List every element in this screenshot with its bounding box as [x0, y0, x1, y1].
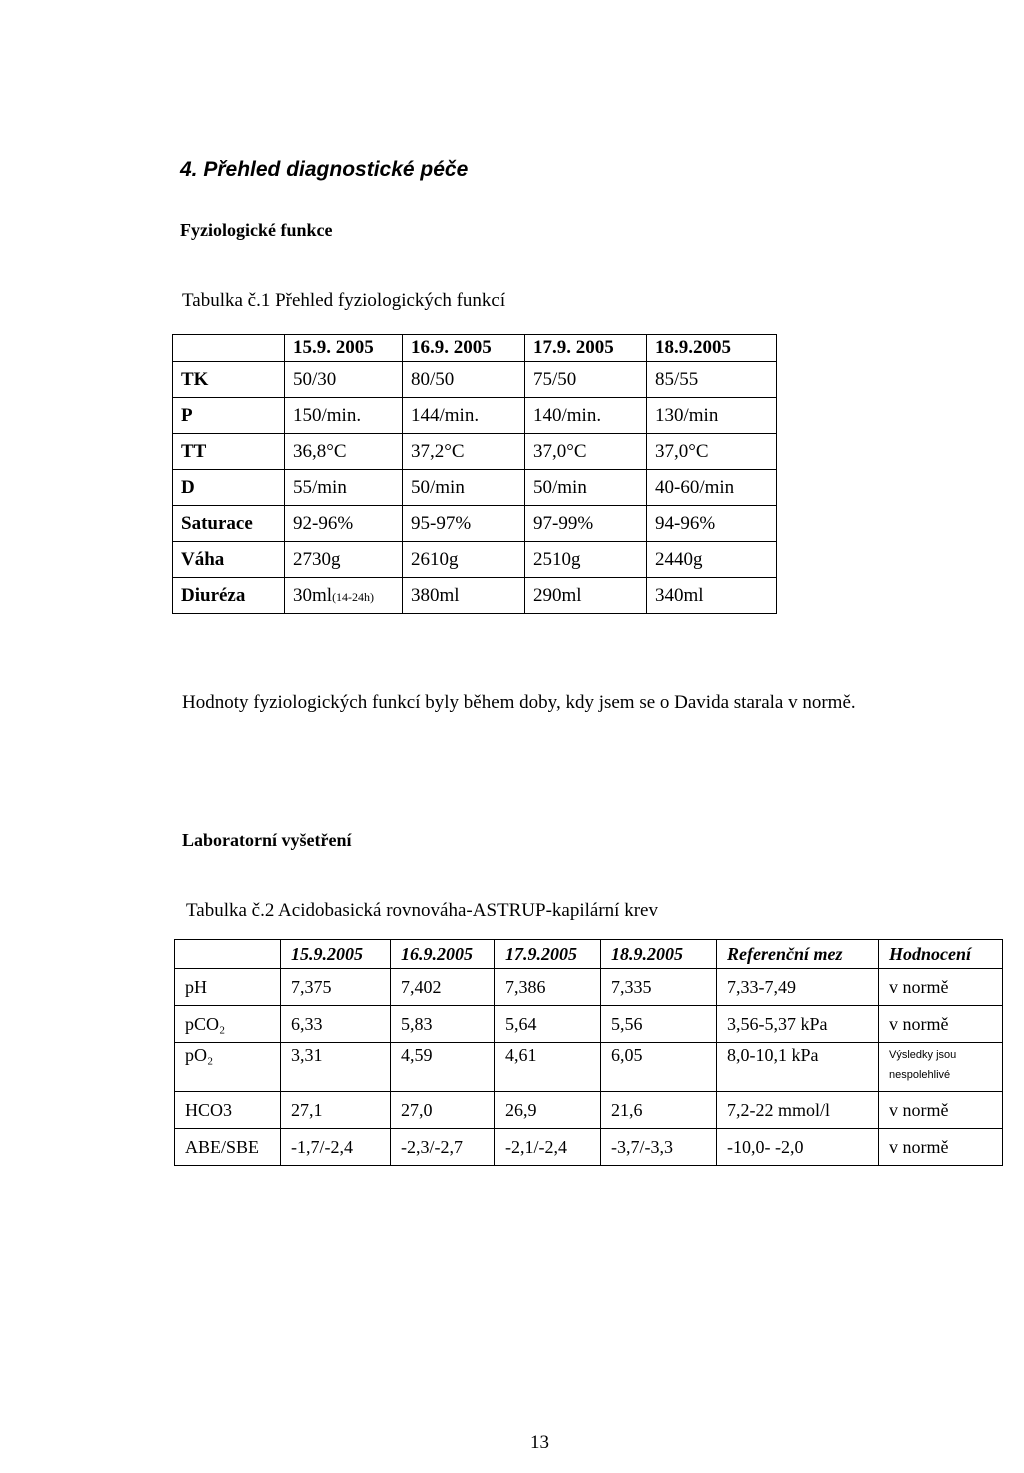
row-label: TT: [173, 434, 285, 470]
acid-base-table: [174, 939, 1003, 1166]
table-cell: 7,335: [601, 969, 717, 1006]
table-cell: 95-97%: [403, 506, 525, 542]
table-cell: 40-60/min: [647, 470, 777, 506]
subheading-fyziologicke-funkce: Fyziologické funkce: [180, 220, 333, 240]
table-row: [175, 1129, 1003, 1166]
table-cell: 97-99%: [525, 506, 647, 542]
header-cell: 15.9.2005: [281, 940, 391, 969]
table-row: [173, 362, 777, 398]
table-cell: 94-96%: [647, 506, 777, 542]
header-cell: 16.9.2005: [391, 940, 495, 969]
table-cell: 26,9: [495, 1092, 601, 1129]
row-label: HCO3: [175, 1092, 281, 1129]
table-cell: 37,0°C: [525, 434, 647, 470]
header-cell: Hodnocení: [879, 940, 1003, 969]
table-cell: 50/30: [285, 362, 403, 398]
table-cell: 4,61: [495, 1043, 601, 1092]
table-cell: 7,402: [391, 969, 495, 1006]
table-row: [173, 578, 777, 614]
table-cell: v normě: [879, 969, 1003, 1006]
table-cell: 130/min: [647, 398, 777, 434]
table-cell: v normě: [879, 1092, 1003, 1129]
section-title: 4. Přehled diagnostické péče: [180, 158, 469, 181]
table-cell: 380ml: [403, 578, 525, 614]
table-cell: 8,0-10,1 kPa: [717, 1043, 879, 1092]
table-cell: 7,375: [281, 969, 391, 1006]
row-label: pCO₂: [175, 1006, 281, 1043]
table-cell: 6,33: [281, 1006, 391, 1043]
table-cell: 6,05: [601, 1043, 717, 1092]
table-cell: 85/55: [647, 362, 777, 398]
row-label: Saturace: [173, 506, 285, 542]
table-cell: 27,0: [391, 1092, 495, 1129]
physiological-functions-table: [172, 334, 777, 614]
table-cell: [285, 578, 403, 614]
row-label: D: [173, 470, 285, 506]
table-header-row: [175, 940, 1003, 969]
table-cell: 7,33-7,49: [717, 969, 879, 1006]
table-cell: 27,1: [281, 1092, 391, 1129]
header-cell: 18.9.2005: [647, 335, 777, 362]
table-row: [175, 1092, 1003, 1129]
table-row: [173, 542, 777, 578]
table-cell: 50/min: [525, 470, 647, 506]
header-cell: 16.9. 2005: [403, 335, 525, 362]
table-cell: v normě: [879, 1006, 1003, 1043]
header-cell: Referenční mez: [717, 940, 879, 969]
table-cell: 80/50: [403, 362, 525, 398]
table-cell: -2,3/-2,7: [391, 1129, 495, 1166]
table-cell: 5,64: [495, 1006, 601, 1043]
table-cell: 5,56: [601, 1006, 717, 1043]
header-cell: 15.9. 2005: [285, 335, 403, 362]
table-cell: 2510g: [525, 542, 647, 578]
table-cell: 55/min: [285, 470, 403, 506]
time-range-note: (14-24h): [332, 589, 375, 604]
table-cell: Výsledky jsou nespolehlivé: [879, 1043, 1003, 1092]
row-label: TK: [173, 362, 285, 398]
subheading-laboratorni-vysetreni: Laboratorní vyšetření: [182, 830, 352, 850]
header-cell: 17.9.2005: [495, 940, 601, 969]
row-label: Váha: [173, 542, 285, 578]
table-cell: 2730g: [285, 542, 403, 578]
table-header-row: [173, 335, 777, 362]
table-cell: 75/50: [525, 362, 647, 398]
table1-caption: Tabulka č.1 Přehled fyziologických funkcí: [182, 290, 506, 311]
row-label: ABE/SBE: [175, 1129, 281, 1166]
table-cell: -1,7/-2,4: [281, 1129, 391, 1166]
table-row: [173, 434, 777, 470]
table-cell: 144/min.: [403, 398, 525, 434]
summary-paragraph: Hodnoty fyziologických funkcí byly během doby, kdy jsem se o Davida starala v normě.: [182, 692, 856, 713]
table-cell: 4,59: [391, 1043, 495, 1092]
row-label: pO₂: [175, 1043, 281, 1092]
table-cell: -10,0- -2,0: [717, 1129, 879, 1166]
table-row: [175, 969, 1003, 1006]
table-cell: 50/min: [403, 470, 525, 506]
table-cell: -3,7/-3,3: [601, 1129, 717, 1166]
table-row: [175, 1006, 1003, 1043]
table-row: [173, 398, 777, 434]
table-cell: 2440g: [647, 542, 777, 578]
cell-value: 30ml: [293, 584, 333, 606]
table-cell: 7,386: [495, 969, 601, 1006]
header-cell: 18.9.2005: [601, 940, 717, 969]
table-cell: 5,83: [391, 1006, 495, 1043]
row-label: Diuréza: [173, 578, 285, 614]
table-cell: 36,8°C: [285, 434, 403, 470]
row-label: P: [173, 398, 285, 434]
table-cell: 21,6: [601, 1092, 717, 1129]
table-cell: 340ml: [647, 578, 777, 614]
table-cell: 150/min.: [285, 398, 403, 434]
header-cell: [175, 940, 281, 969]
table-row: [175, 1043, 1003, 1092]
table-cell: 92-96%: [285, 506, 403, 542]
table2-caption: Tabulka č.2 Acidobasická rovnováha-ASTRUP-kapilární krev: [186, 900, 658, 921]
table-cell: -2,1/-2,4: [495, 1129, 601, 1166]
row-label: pH: [175, 969, 281, 1006]
table-cell: 37,2°C: [403, 434, 525, 470]
table-cell: 3,56-5,37 kPa: [717, 1006, 879, 1043]
header-cell: [173, 335, 285, 362]
table-cell: 290ml: [525, 578, 647, 614]
table-row: [173, 470, 777, 506]
table-cell: 2610g: [403, 542, 525, 578]
header-cell: 17.9. 2005: [525, 335, 647, 362]
table-cell: v normě: [879, 1129, 1003, 1166]
table-cell: 140/min.: [525, 398, 647, 434]
table-cell: 37,0°C: [647, 434, 777, 470]
page-number: 13: [530, 1432, 549, 1453]
table-cell: 3,31: [281, 1043, 391, 1092]
table-row: [173, 506, 777, 542]
table-cell: 7,2-22 mmol/l: [717, 1092, 879, 1129]
